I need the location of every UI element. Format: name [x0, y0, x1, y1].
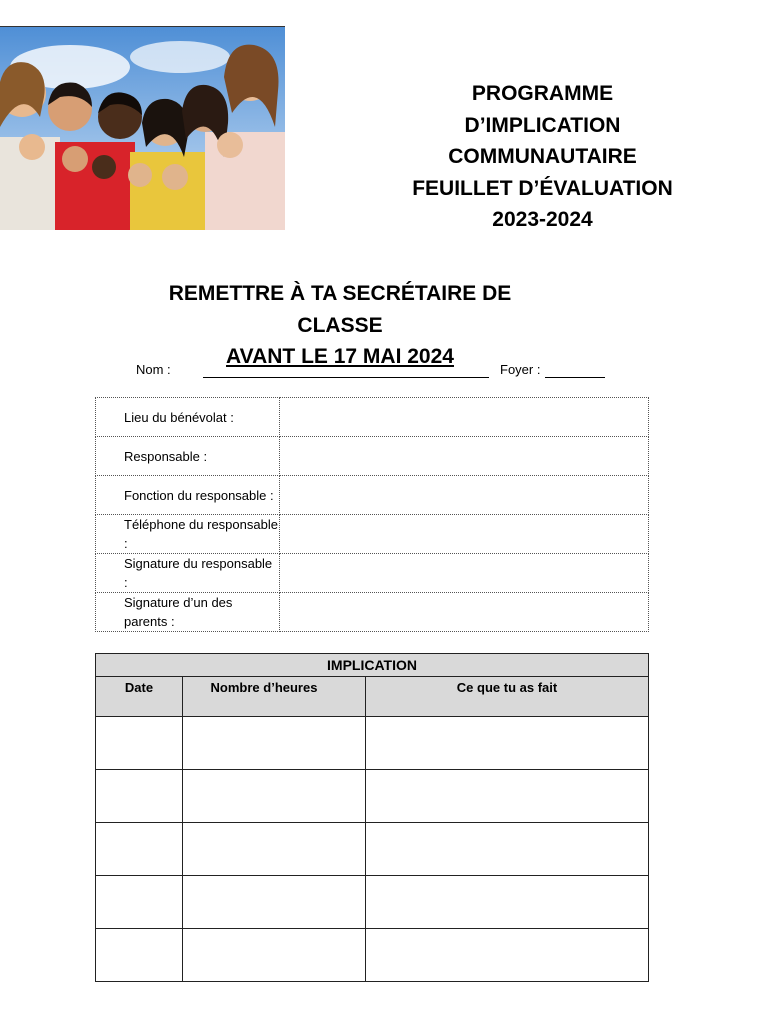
date-cell[interactable] — [96, 876, 183, 929]
row-label: Téléphone du responsable : — [96, 515, 280, 554]
activity-cell[interactable] — [366, 929, 649, 982]
implication-header-row — [96, 677, 649, 717]
row-label: Lieu du bénévolat : — [96, 398, 280, 437]
column-header-activity: Ce que tu as fait — [366, 677, 649, 717]
date-cell[interactable] — [96, 770, 183, 823]
row-label: Signature d’un des parents : — [96, 593, 280, 632]
volunteer-info-table — [95, 397, 649, 632]
form-title: FEUILLET D’ÉVALUATION — [412, 176, 673, 200]
date-cell[interactable] — [96, 929, 183, 982]
supervisor-role-field[interactable] — [280, 476, 649, 515]
table-row — [96, 823, 649, 876]
hours-cell[interactable] — [183, 770, 366, 823]
row-label: Signature du responsable : — [96, 554, 280, 593]
table-row — [96, 593, 649, 632]
program-header — [395, 78, 690, 236]
table-row — [96, 929, 649, 982]
row-label: Responsable : — [96, 437, 280, 476]
parent-signature-field[interactable] — [280, 593, 649, 632]
program-title-line-3: COMMUNAUTAIRE — [448, 145, 637, 168]
foyer-label: Foyer : — [500, 362, 541, 377]
hours-cell[interactable] — [183, 876, 366, 929]
supervisor-field[interactable] — [280, 437, 649, 476]
date-cell[interactable] — [96, 823, 183, 876]
deadline-date: AVANT LE 17 MAI 2024 — [226, 345, 454, 368]
table-row — [96, 437, 649, 476]
activity-cell[interactable] — [366, 823, 649, 876]
table-row — [96, 876, 649, 929]
hours-cell[interactable] — [183, 929, 366, 982]
header-photo — [0, 26, 285, 230]
hours-cell[interactable] — [183, 717, 366, 770]
volunteer-place-field[interactable] — [280, 398, 649, 437]
hours-cell[interactable] — [183, 823, 366, 876]
activity-cell[interactable] — [366, 770, 649, 823]
table-row — [96, 717, 649, 770]
table-row — [96, 398, 649, 437]
activity-cell[interactable] — [366, 876, 649, 929]
date-cell[interactable] — [96, 717, 183, 770]
program-title-line-2: D’IMPLICATION — [464, 113, 621, 137]
supervisor-signature-field[interactable] — [280, 554, 649, 593]
table-row — [96, 554, 649, 593]
foyer-field[interactable] — [545, 377, 605, 378]
table-row — [96, 770, 649, 823]
group-thumbs-up-photo — [0, 27, 285, 230]
column-header-date: Date — [96, 677, 183, 717]
program-title-line-1: PROGRAMME — [471, 82, 614, 105]
name-field[interactable] — [203, 377, 489, 378]
deadline-notice — [150, 278, 530, 373]
implication-table — [95, 653, 649, 982]
supervisor-phone-field[interactable] — [280, 515, 649, 554]
name-label: Nom : — [136, 362, 171, 377]
school-year: 2023-2024 — [492, 208, 593, 231]
row-label: Fonction du responsable : — [96, 476, 280, 515]
implication-caption: IMPLICATION — [96, 654, 649, 677]
deadline-instruction: REMETTRE À TA SECRÉTAIRE DE CLASSE — [168, 282, 512, 337]
table-row — [96, 476, 649, 515]
column-header-hours: Nombre d’heures — [183, 677, 366, 717]
table-row — [96, 515, 649, 554]
activity-cell[interactable] — [366, 717, 649, 770]
